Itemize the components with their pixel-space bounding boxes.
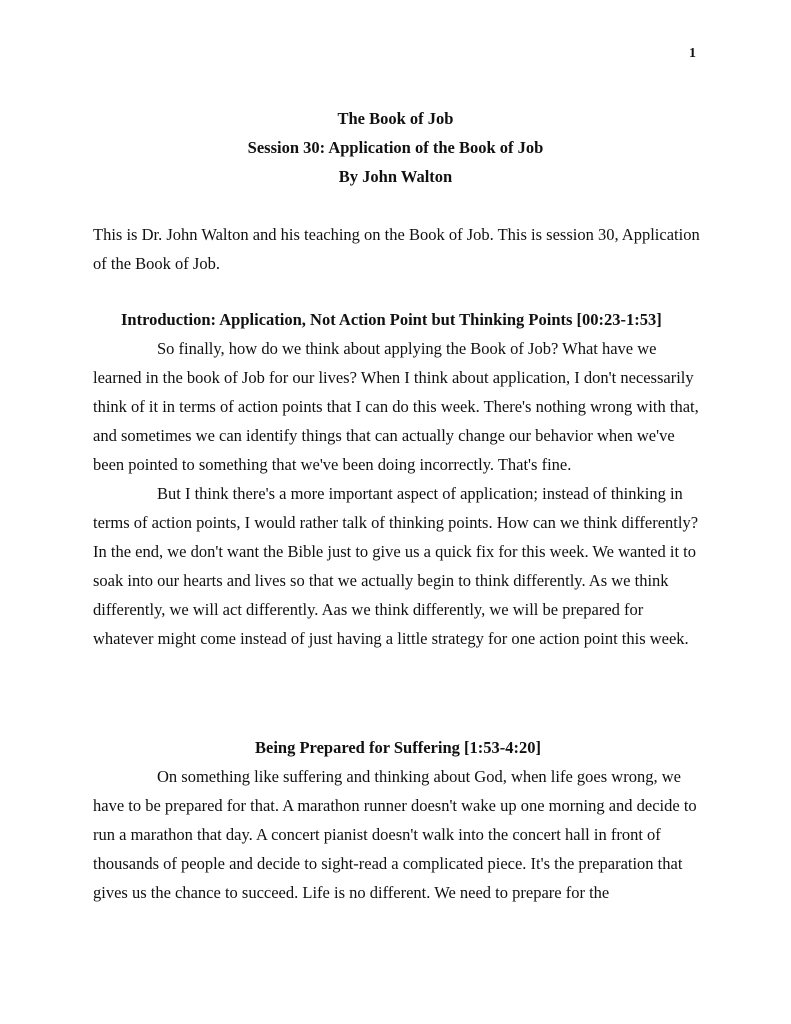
intro-paragraph-block [93, 220, 703, 278]
section-introduction [93, 305, 703, 653]
author-line: By John Walton [338, 167, 453, 186]
document-title: The Book of Job [337, 109, 454, 128]
page-number: 1 [689, 46, 696, 61]
document-title-block [0, 104, 791, 191]
body-paragraph: But I think there's a more important aspect of application; instead of thinking in terms of action points, I would rather talk of thinking points. How can we think differently? In the end, we don't want the Bible just to give us a quick fix for this week. We wanted it to soak into our hearts and lives so that we actually begin to think differently. As we think differently, we will act differently. Aas we think differently, we will be prepared for whatever might come instead of just having a little strategy for one action point this week. [93, 484, 699, 648]
section-heading: Introduction: Application, Not Action Point but Thinking Points [00:23-1:53] [121, 310, 662, 329]
body-paragraph: So finally, how do we think about applying the Book of Job? What have we learned in the book of Job for our lives? When I think about application, I don't necessarily think of it in terms of action points that I can do this week. There's nothing wrong with that, and sometimes we can identify things that can actually change our behavior when we've been pointed to something that we've been doing incorrectly. That's fine. [93, 339, 699, 474]
session-title: Session 30: Application of the Book of Job [247, 138, 544, 157]
body-paragraph: On something like suffering and thinking about God, when life goes wrong, we have to be prepared for that. A marathon runner doesn't wake up one morning and decide to run a marathon that day. A concert pianist doesn't walk into the concert hall in front of thousands of people and decide to sight-read a complicated piece. It's the preparation that gives us the chance to succeed. Life is no different. We need to prepare for the [93, 767, 697, 902]
section-heading: Being Prepared for Suffering [1:53-4:20] [255, 738, 541, 757]
intro-paragraph: This is Dr. John Walton and his teaching on the Book of Job. This is session 30, Application of the Book of Job. [93, 225, 700, 273]
section-being-prepared [93, 733, 703, 907]
